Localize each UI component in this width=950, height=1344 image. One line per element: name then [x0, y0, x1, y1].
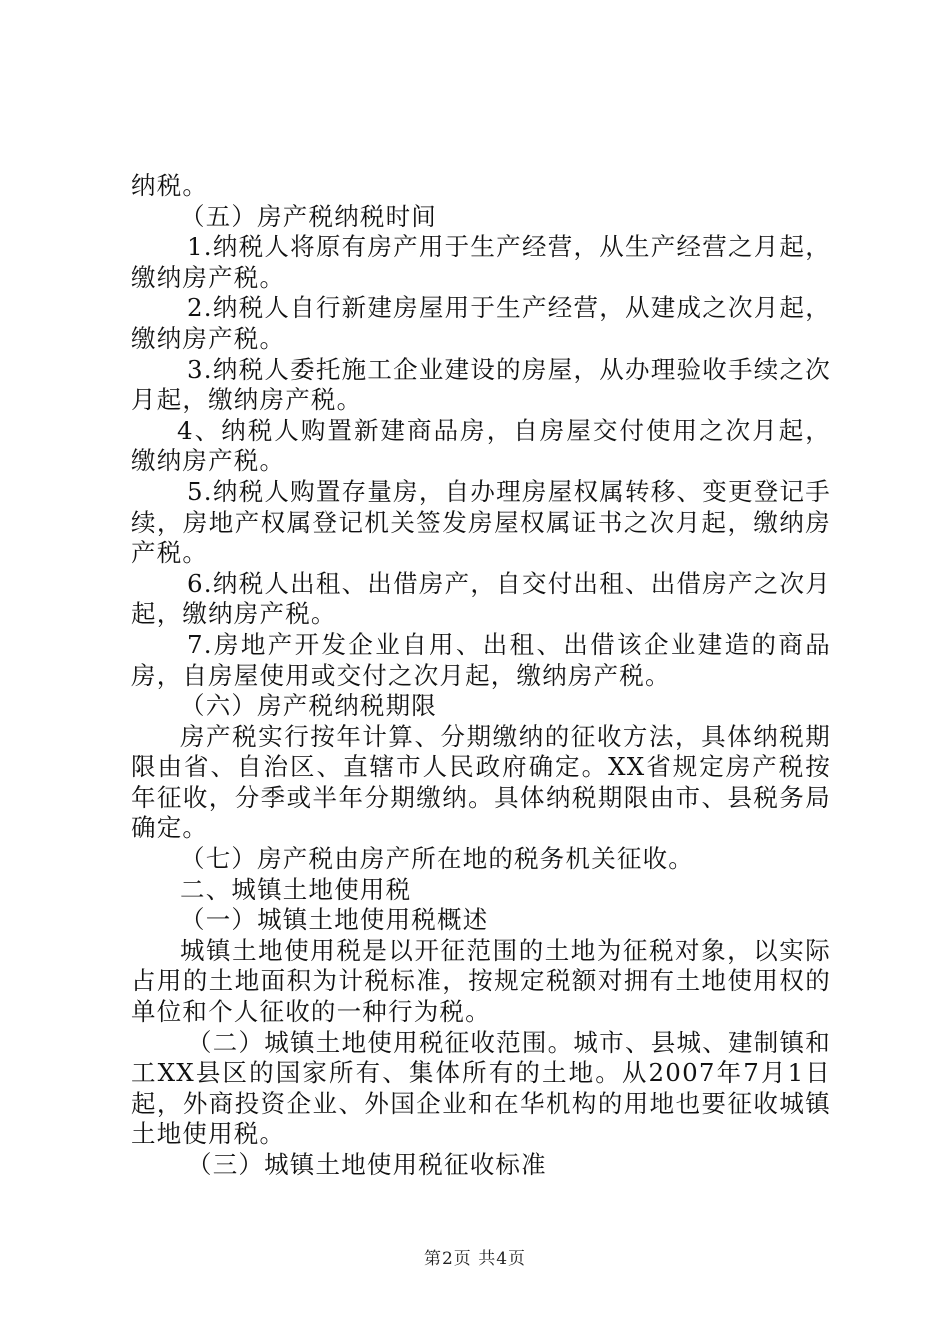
list-item: 4、纳税人购置新建商品房，自房屋交付使用之次月起，缴纳房产税。: [131, 415, 831, 476]
document-body: [131, 171, 831, 1181]
list-item: 1.纳税人将原有房产用于生产经营，从生产经营之月起，缴纳房产税。: [131, 232, 831, 292]
paragraph: 城镇土地使用税是以开征范围的土地为征税对象，以实际占用的土地面积为计税标准，按规定税额对拥有土地使用权的单位和个人征收的一种行为税。: [131, 935, 831, 1027]
page-number-footer: 第2页 共4页: [423, 1249, 527, 1269]
section-heading: （五）房产税纳税时间: [180, 201, 437, 231]
paragraph: （二）城镇土地使用税征收范围。城市、县城、建制镇和工XX县区的国家所有、集体所有的土地。从2007年7月1日起，外商投资企业、外国企业和在华机构的用地也要征收城镇土地使用税。: [131, 1027, 831, 1149]
paragraph: 房产税实行按年计算、分期缴纳的征收方法，具体纳税期限由省、自治区、直辖市人民政府确定。XX省规定房产税按年征收，分季或半年分期缴纳。具体纳税期限由市、县税务局确定。: [131, 721, 831, 843]
list-item: 5.纳税人购置存量房，自办理房屋权属转移、变更登记手续，房地产权属登记机关签发房屋权属证书之次月起，缴纳房产税。: [131, 476, 831, 568]
list-item: 7.房地产开发企业自用、出租、出借该企业建造的商品房，自房屋使用或交付之次月起，缴纳房产税。: [131, 629, 831, 690]
paragraph: 纳税。: [131, 171, 209, 200]
section-heading: （六）房产税纳税期限: [180, 691, 437, 721]
list-item: 6.纳税人出租、出借房产，自交付出租、出借房产之次月起，缴纳房产税。: [131, 568, 831, 629]
list-item: 2.纳税人自行新建房屋用于生产经营，从建成之次月起，缴纳房产税。: [131, 293, 831, 353]
section-heading: （一）城镇土地使用税概述: [180, 905, 489, 935]
list-item: 3.纳税人委托施工企业建设的房屋，从办理验收手续之次月起，缴纳房产税。: [131, 354, 831, 415]
section-heading: （七）房产税由房产所在地的税务机关征收。: [180, 844, 694, 874]
section-heading: （三）城镇土地使用税征收标准: [187, 1150, 547, 1179]
chapter-heading: 二、城镇土地使用税: [180, 874, 412, 904]
